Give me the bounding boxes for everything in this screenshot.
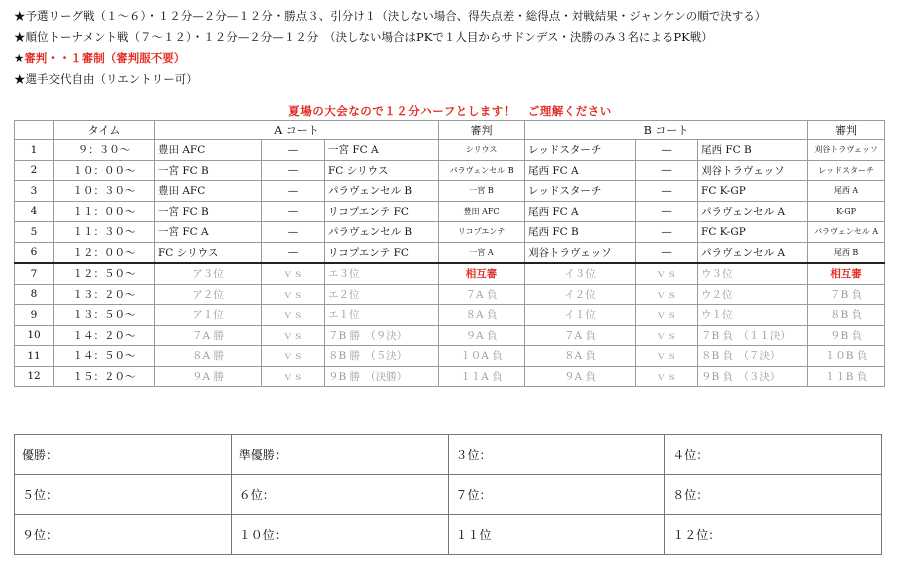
court-a-dash: — xyxy=(262,140,325,161)
rank-cell: ９位： xyxy=(15,515,232,555)
rules-notes xyxy=(14,6,766,90)
court-a-vs: ｖｓ xyxy=(262,346,325,367)
court-a-team-1: FC シリウス xyxy=(155,242,262,263)
match-number: 11 xyxy=(15,346,54,367)
league-match-row xyxy=(15,181,885,202)
court-a-team-2: 一宮 FC A xyxy=(325,140,439,161)
notice-banner: 夏場の大会なので１２分ハーフとします！ ご理解ください xyxy=(288,104,612,118)
rank-cell: ７位： xyxy=(448,475,665,515)
court-b-vs: ｖｓ xyxy=(636,325,698,346)
court-b-vs: ｖｓ xyxy=(636,305,698,326)
rank-cell: 優勝： xyxy=(15,435,232,475)
court-a-team-1: 一宮 FC A xyxy=(155,222,262,243)
results-row xyxy=(15,475,882,515)
court-b-referee: 相互審 xyxy=(808,263,885,284)
match-number: 3 xyxy=(15,181,54,202)
rule-star: ★ xyxy=(14,51,25,65)
court-a-team-1: ８A 勝 xyxy=(155,346,262,367)
court-b-team-1: ７A 負 xyxy=(525,325,636,346)
match-time: １３：２０〜 xyxy=(54,284,155,305)
court-a-dash: — xyxy=(262,160,325,181)
court-a-team-2: ７B 勝 （９決） xyxy=(325,325,439,346)
schedule-header xyxy=(15,121,885,140)
court-b-dash: — xyxy=(636,181,698,202)
rank-cell: ５位： xyxy=(15,475,232,515)
court-b-team-2: ７B 負 （１１決） xyxy=(698,325,808,346)
rule-referee-text: 審判・・１審制（審判服不要） xyxy=(24,51,186,65)
match-time: １２：００〜 xyxy=(54,242,155,263)
match-number: 2 xyxy=(15,160,54,181)
match-time: ９：３０〜 xyxy=(54,140,155,161)
rank-cell: ６位： xyxy=(231,475,448,515)
rank-cell: 準優勝： xyxy=(231,435,448,475)
court-a-referee: 一宮 A xyxy=(439,242,525,263)
match-time: １４：５０〜 xyxy=(54,346,155,367)
match-time: １１：３０〜 xyxy=(54,222,155,243)
court-b-team-1: 尾西 FC A xyxy=(525,201,636,222)
court-a-team-2: エ１位 xyxy=(325,305,439,326)
rank-cell: ４位： xyxy=(665,435,882,475)
rank-cell: １１位 xyxy=(448,515,665,555)
court-a-team-1: 一宮 FC B xyxy=(155,160,262,181)
court-b-team-1: ９A 負 xyxy=(525,366,636,387)
court-b-team-1: 尾西 FC A xyxy=(525,160,636,181)
court-b-team-2: ウ２位 xyxy=(698,284,808,305)
court-b-team-1: ８A 負 xyxy=(525,346,636,367)
tournament-match-row xyxy=(15,284,885,305)
match-number: 10 xyxy=(15,325,54,346)
court-b-dash: — xyxy=(636,222,698,243)
tournament-match-row xyxy=(15,366,885,387)
results-table xyxy=(14,434,882,555)
court-b-team-2: FC K-GP xyxy=(698,222,808,243)
schedule-table xyxy=(14,120,885,387)
court-b-referee: K-GP xyxy=(808,201,885,222)
court-b-team-1: レッドスターチ xyxy=(525,181,636,202)
match-number: 4 xyxy=(15,201,54,222)
court-a-vs: ｖｓ xyxy=(262,366,325,387)
match-number: 12 xyxy=(15,366,54,387)
court-b-team-2: ウ１位 xyxy=(698,305,808,326)
match-time: １３：５０〜 xyxy=(54,305,155,326)
court-a-vs: ｖｓ xyxy=(262,305,325,326)
court-a-team-1: 豊田 AFC xyxy=(155,140,262,161)
court-a-vs: ｖｓ xyxy=(262,325,325,346)
rank-cell: １２位： xyxy=(665,515,882,555)
court-b-team-2: パラヴェンセル A xyxy=(698,242,808,263)
court-b-team-2: ９B 負 （３決） xyxy=(698,366,808,387)
rank-cell: ８位： xyxy=(665,475,882,515)
court-b-vs: ｖｓ xyxy=(636,284,698,305)
court-b-team-2: パラヴェンセル A xyxy=(698,201,808,222)
court-b-referee: ９B 負 xyxy=(808,325,885,346)
court-a-team-1: ア１位 xyxy=(155,305,262,326)
match-time: １０：３０〜 xyxy=(54,181,155,202)
court-a-vs: ｖｓ xyxy=(262,284,325,305)
court-a-team-1: ９A 勝 xyxy=(155,366,262,387)
court-b-team-2: ８B 負 （７決） xyxy=(698,346,808,367)
court-b-dash: — xyxy=(636,140,698,161)
court-a-team-1: ア２位 xyxy=(155,284,262,305)
league-match-row xyxy=(15,140,885,161)
match-time: １４：２０〜 xyxy=(54,325,155,346)
court-a-team-2: パラヴェンセル B xyxy=(325,222,439,243)
header-referee-b: 審判 xyxy=(808,121,885,140)
rank-cell: １０位： xyxy=(231,515,448,555)
court-a-referee: リコプエンテ xyxy=(439,222,525,243)
header-time: タイム xyxy=(54,121,155,140)
court-a-team-1: ア３位 xyxy=(155,263,262,284)
court-a-dash: — xyxy=(262,181,325,202)
court-a-referee: 豊田 AFC xyxy=(439,201,525,222)
match-number: 5 xyxy=(15,222,54,243)
court-b-vs: ｖｓ xyxy=(636,346,698,367)
court-a-referee: 一宮 B xyxy=(439,181,525,202)
court-b-referee: パラヴェンセル A xyxy=(808,222,885,243)
court-b-referee: ７B 負 xyxy=(808,284,885,305)
match-time: １５：２０〜 xyxy=(54,366,155,387)
rule-tournament: ★順位トーナメント戦（７〜１２）・１２分—２分—１２分 （決しない場合はPKで１人目からサドンデス・決勝のみ３名によるPK戦） xyxy=(14,30,713,44)
court-a-referee: ９A 負 xyxy=(439,325,525,346)
league-match-row xyxy=(15,160,885,181)
court-b-team-1: イ２位 xyxy=(525,284,636,305)
court-b-referee: 刈谷トラヴェッソ xyxy=(808,140,885,161)
court-a-referee: 相互審 xyxy=(439,263,525,284)
league-match-row xyxy=(15,201,885,222)
match-number: 7 xyxy=(15,263,54,284)
court-b-dash: — xyxy=(636,160,698,181)
court-b-team-1: 尾西 FC B xyxy=(525,222,636,243)
court-b-team-1: イ３位 xyxy=(525,263,636,284)
court-a-referee: １１A 負 xyxy=(439,366,525,387)
court-a-vs: ｖｓ xyxy=(262,263,325,284)
court-a-team-1: 豊田 AFC xyxy=(155,181,262,202)
match-time: １２：５０〜 xyxy=(54,263,155,284)
league-match-row xyxy=(15,222,885,243)
court-b-vs: ｖｓ xyxy=(636,366,698,387)
rule-substitution: ★選手交代自由（リエントリー可） xyxy=(14,72,198,86)
court-a-referee: １０A 負 xyxy=(439,346,525,367)
court-a-team-1: 一宮 FC B xyxy=(155,201,262,222)
court-b-dash: — xyxy=(636,201,698,222)
court-a-referee: ８A 負 xyxy=(439,305,525,326)
court-b-dash: — xyxy=(636,242,698,263)
court-b-team-1: 刈谷トラヴェッソ xyxy=(525,242,636,263)
court-a-referee: シリウス xyxy=(439,140,525,161)
court-b-referee: １１B 負 xyxy=(808,366,885,387)
header-no xyxy=(15,121,54,140)
court-b-team-2: ウ３位 xyxy=(698,263,808,284)
court-a-referee: パラヴェンセル B xyxy=(439,160,525,181)
rule-referee xyxy=(14,48,766,69)
court-a-dash: — xyxy=(262,201,325,222)
court-a-team-2: エ２位 xyxy=(325,284,439,305)
court-a-team-2: FC シリウス xyxy=(325,160,439,181)
court-a-team-2: リコプエンテ FC xyxy=(325,242,439,263)
rank-cell: ３位： xyxy=(448,435,665,475)
court-b-referee: １０B 負 xyxy=(808,346,885,367)
results-row xyxy=(15,435,882,475)
court-b-referee: 尾西 B xyxy=(808,242,885,263)
header-court-b: B コート xyxy=(525,121,808,140)
league-match-row xyxy=(15,242,885,263)
court-a-team-2: ８B 勝 （５決） xyxy=(325,346,439,367)
court-b-team-1: イ１位 xyxy=(525,305,636,326)
header-referee-a: 審判 xyxy=(439,121,525,140)
court-b-referee: レッドスターチ xyxy=(808,160,885,181)
court-b-team-1: レッドスターチ xyxy=(525,140,636,161)
match-number: 6 xyxy=(15,242,54,263)
tournament-match-row xyxy=(15,305,885,326)
tournament-match-row xyxy=(15,263,885,284)
tournament-match-row xyxy=(15,346,885,367)
court-a-team-2: リコプエンテ FC xyxy=(325,201,439,222)
match-number: 9 xyxy=(15,305,54,326)
court-b-team-2: FC K-GP xyxy=(698,181,808,202)
header-court-a: A コート xyxy=(155,121,439,140)
court-a-team-1: ７A 勝 xyxy=(155,325,262,346)
court-b-team-2: 刈谷トラヴェッソ xyxy=(698,160,808,181)
court-a-team-2: ９B 勝 （決勝） xyxy=(325,366,439,387)
tournament-match-row xyxy=(15,325,885,346)
court-a-team-2: パラヴェンセル B xyxy=(325,181,439,202)
match-time: １１：００〜 xyxy=(54,201,155,222)
court-b-referee: 尾西 A xyxy=(808,181,885,202)
court-a-team-2: エ３位 xyxy=(325,263,439,284)
match-time: １０：００〜 xyxy=(54,160,155,181)
court-b-team-2: 尾西 FC B xyxy=(698,140,808,161)
match-number: 1 xyxy=(15,140,54,161)
court-b-vs: ｖｓ xyxy=(636,263,698,284)
results-row xyxy=(15,515,882,555)
court-a-dash: — xyxy=(262,242,325,263)
court-a-dash: — xyxy=(262,222,325,243)
court-a-referee: ７A 負 xyxy=(439,284,525,305)
court-b-referee: ８B 負 xyxy=(808,305,885,326)
match-number: 8 xyxy=(15,284,54,305)
rule-league: ★予選リーグ戦（１〜６）・１２分—２分—１２分・勝点３、引分け１（決しない場合、得失点差・総得点・対戦結果・ジャンケンの順で決する） xyxy=(14,9,767,23)
